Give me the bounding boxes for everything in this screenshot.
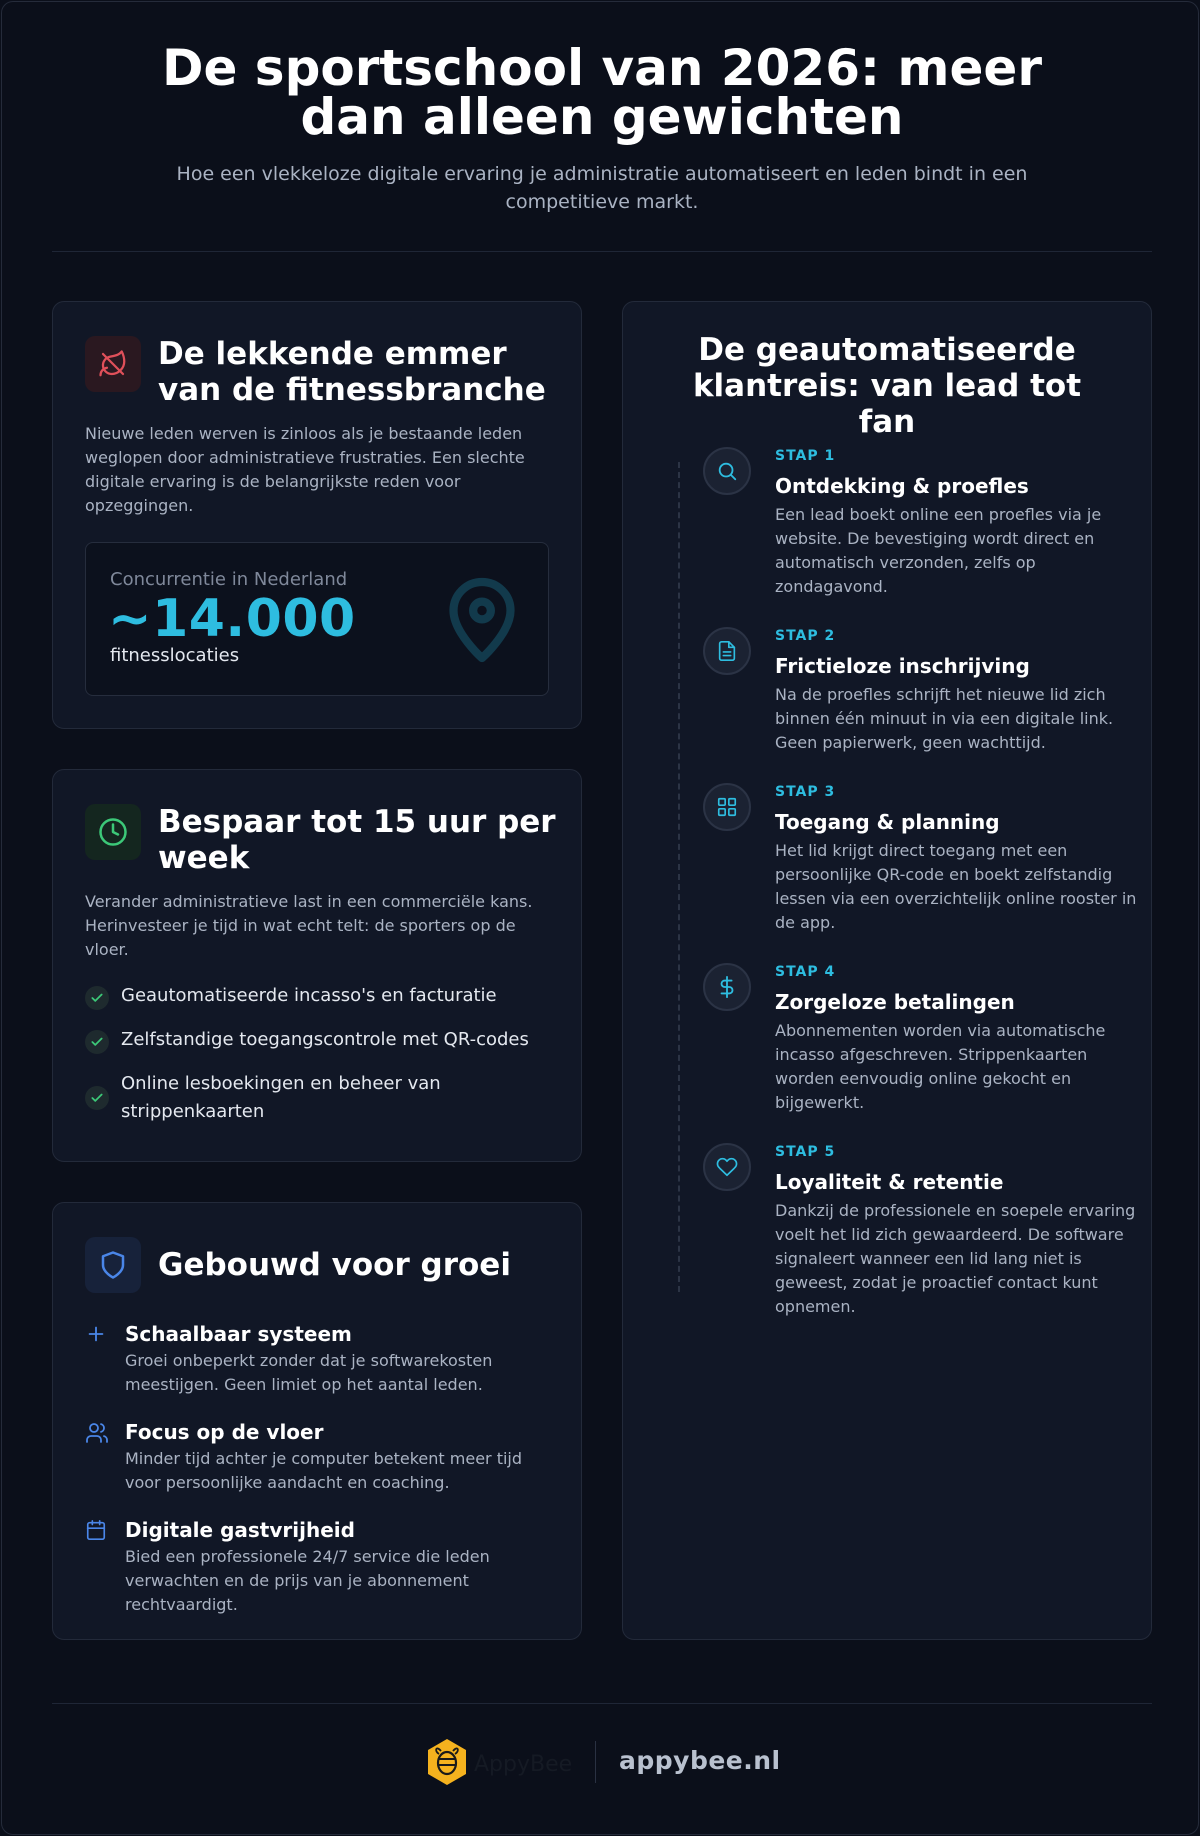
list-item <box>85 1321 545 1397</box>
shield-icon <box>85 1237 141 1293</box>
competition-stat-box <box>85 542 549 696</box>
checklist-label: Geautomatiseerde incasso's en facturatie <box>121 985 497 1006</box>
step-title: Frictieloze inschrijving <box>775 654 1030 678</box>
step-text: Een lead boekt online een proefles via je website. De bevestiging wordt direct en automatisch verzonden, zelfs op zondagavond. <box>775 505 1102 596</box>
journey-title: De geautomatiseerde klantreis: van lead tot fan <box>692 332 1082 440</box>
list-item <box>85 1419 545 1495</box>
growth-list <box>85 1321 545 1639</box>
stat-label: Concurrentie in Nederland <box>110 569 348 590</box>
save-time-card <box>52 769 582 1162</box>
checklist-label: Online lesboekingen en beheer van strippenkaarten <box>121 1073 441 1122</box>
check-icon <box>85 1030 109 1054</box>
step-kicker: STAP 3 <box>775 784 836 800</box>
calendar-icon <box>85 1519 109 1545</box>
brand-logo <box>424 1737 572 1791</box>
page-subtitle: Hoe een vlekkeloze digitale ervaring je administratie automatiseert en leden bindt in een competitieve markt. <box>176 163 1028 213</box>
dollar-icon <box>703 963 751 1011</box>
checklist-label: Zelfstandige toegangscontrole met QR-codes <box>121 1029 529 1050</box>
step-title: Ontdekking & proefles <box>775 474 1029 498</box>
map-pin-icon <box>444 575 520 669</box>
step-kicker: STAP 4 <box>775 964 836 980</box>
step-text: Abonnementen worden via automatische incasso afgeschreven. Strippenkaarten worden eenvoudig online gekocht en bijgewerkt. <box>775 1021 1106 1112</box>
growth-item-text: Groei onbeperkt zonder dat je softwarekosten meestijgen. Geen limiet op het aantal leden. <box>125 1351 493 1394</box>
growth-item-title: Digitale gastvrijheid <box>125 1518 355 1542</box>
stat-unit: fitnesslocaties <box>110 645 240 666</box>
growth-item-title: Focus op de vloer <box>125 1420 324 1444</box>
step-text: Het lid krijgt direct toegang met een persoonlijke QR-code en boekt zelfstandig lessen via een overzichtelijk online rooster in de app. <box>775 841 1137 932</box>
page-frame <box>1 1 1199 1835</box>
list-item <box>85 1517 545 1617</box>
heart-icon <box>703 1143 751 1191</box>
clock-icon <box>85 804 141 860</box>
document-icon <box>703 627 751 675</box>
feature-checklist <box>85 982 545 1142</box>
step-kicker: STAP 1 <box>775 448 836 464</box>
save-time-title: Bespaar tot 15 uur per week <box>158 804 556 876</box>
step-text: Na de proefles schrijft het nieuwe lid zich binnen één minuut in via een digitale link. Geen papierwerk, geen wachttijd. <box>775 685 1114 752</box>
footer-divider <box>52 1703 1152 1704</box>
list-item <box>85 1026 545 1054</box>
leaf-slash-icon <box>85 336 141 392</box>
step-kicker: STAP 5 <box>775 1144 836 1160</box>
grid-icon <box>703 783 751 831</box>
plus-icon <box>85 1323 109 1349</box>
leaky-bucket-card <box>52 301 582 729</box>
check-icon <box>85 1086 109 1110</box>
page-title: De sportschool van 2026: meer dan alleen gewichten <box>161 39 1042 146</box>
growth-item-text: Bied een professionele 24/7 service die leden verwachten en de prijs van je abonnement rechtvaardigt. <box>125 1547 490 1614</box>
leaky-bucket-title: De lekkende emmer van de fitnessbranche <box>158 336 546 408</box>
list-item <box>85 1070 545 1126</box>
growth-item-title: Schaalbaar systeem <box>125 1322 352 1346</box>
growth-item-text: Minder tijd achter je computer betekent meer tijd voor persoonlijke aandacht en coaching. <box>125 1449 523 1492</box>
step-kicker: STAP 2 <box>775 628 836 644</box>
step-title: Toegang & planning <box>775 810 1000 834</box>
footer-separator <box>595 1741 596 1783</box>
brand-name: AppyBee <box>474 1751 573 1777</box>
header-divider <box>52 251 1152 252</box>
search-icon <box>703 447 751 495</box>
check-icon <box>85 986 109 1010</box>
footer <box>2 1737 1200 1787</box>
save-time-text: Verander administratieve last in een commerciële kans. Herinvesteer je tijd in wat echt telt: de sporters op de vloer. <box>85 892 533 959</box>
step-title: Zorgeloze betalingen <box>775 990 1015 1014</box>
bee-logo-icon <box>424 1737 470 1791</box>
growth-title: Gebouwd voor groei <box>158 1247 511 1283</box>
stat-value: ~14.000 <box>108 589 356 649</box>
users-icon <box>85 1421 109 1449</box>
step-text: Dankzij de professionele en soepele ervaring voelt het lid zich gewaardeerd. De software signaleert wanneer een lid lang niet is geweest, zodat je proactief contact kunt opnemen. <box>775 1201 1136 1316</box>
list-item <box>85 982 545 1010</box>
growth-card <box>52 1202 582 1640</box>
hero-header <box>52 39 1152 216</box>
website-link[interactable]: appybee.nl <box>619 1746 781 1775</box>
step-title: Loyaliteit & retentie <box>775 1170 1004 1194</box>
customer-journey-card <box>622 301 1152 1640</box>
leaky-bucket-text: Nieuwe leden werven is zinloos als je bestaande leden weglopen door administratieve frustraties. Een slechte digitale ervaring is de belangrijkste reden voor opzeggingen. <box>85 424 525 515</box>
timeline-line <box>678 462 680 1292</box>
